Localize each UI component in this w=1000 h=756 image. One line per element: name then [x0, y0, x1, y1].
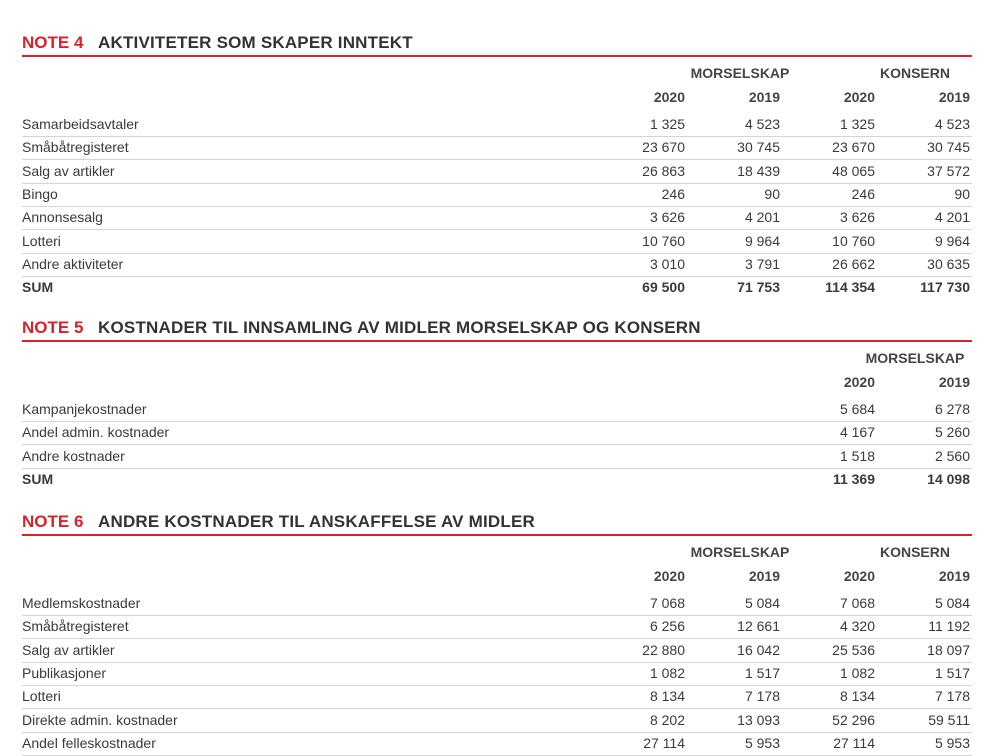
- table-row: [22, 398, 972, 422]
- value-cell: 6 256: [649, 618, 685, 635]
- note-title: KOSTNADER TIL INNSAMLING AV MIDLER MORSELSKAP OG KONSERN: [98, 318, 701, 337]
- value-cell: 4 523: [744, 116, 780, 132]
- value-cell: 9 964: [744, 232, 780, 249]
- value-cell: 4 167: [839, 424, 875, 441]
- note-number: NOTE 6: [22, 512, 84, 531]
- value-cell: 4 320: [839, 618, 875, 635]
- value-cell: 59 511: [928, 711, 970, 728]
- value-cell: 14 098: [927, 470, 970, 487]
- table-row: [22, 113, 972, 137]
- value-cell: 37 572: [927, 162, 970, 179]
- value-cell: 1 517: [744, 664, 780, 681]
- table-row: [22, 662, 972, 686]
- table-row: [22, 183, 972, 207]
- value-cell: 16 042: [737, 641, 780, 658]
- value-cell: 90: [764, 185, 780, 202]
- value-cell: 114 354: [825, 279, 875, 296]
- note-4-heading: [22, 33, 972, 57]
- row-label: Bingo: [22, 185, 58, 202]
- value-cell: 30 635: [927, 255, 970, 272]
- year-header: 2019: [938, 89, 970, 105]
- note-number: NOTE 4: [22, 33, 84, 52]
- row-label: Småbåtregisteret: [22, 618, 129, 635]
- value-cell: 1 325: [839, 116, 875, 132]
- note-title: AKTIVITETER SOM SKAPER INNTEKT: [98, 33, 413, 52]
- year-header: 2019: [748, 89, 780, 105]
- value-cell: 3 626: [649, 209, 685, 226]
- row-label: Lotteri: [22, 232, 61, 249]
- year-header: 2020: [653, 89, 685, 105]
- row-label: Salg av artikler: [22, 162, 115, 179]
- value-cell: 25 536: [832, 641, 875, 658]
- value-cell: 5 084: [744, 595, 780, 611]
- value-cell: 12 661: [737, 618, 780, 635]
- value-cell: 48 065: [832, 162, 875, 179]
- column-group-konsern: KONSERN: [879, 544, 950, 560]
- table-row: [22, 592, 972, 616]
- table-row: [22, 445, 972, 469]
- row-label: SUM: [22, 470, 54, 487]
- value-cell: 22 880: [642, 641, 685, 658]
- value-cell: 8 134: [839, 688, 875, 705]
- value-cell: 69 500: [642, 279, 685, 296]
- value-cell: 23 670: [642, 139, 685, 156]
- column-group-morselskap: MORSELSKAP: [690, 544, 790, 560]
- note-5-heading: [22, 318, 972, 342]
- value-cell: 26 863: [642, 162, 685, 179]
- value-cell: 30 745: [737, 139, 780, 156]
- table-row: [22, 421, 972, 445]
- value-cell: 13 093: [737, 711, 780, 728]
- row-label: Kampanjekostnader: [22, 401, 147, 417]
- value-cell: 71 753: [737, 279, 780, 296]
- value-cell: 4 523: [934, 116, 970, 132]
- value-cell: 10 760: [832, 232, 875, 249]
- value-cell: 10 760: [642, 232, 685, 249]
- value-cell: 8 134: [649, 688, 685, 705]
- row-label: Medlemskostnader: [22, 595, 141, 611]
- note-6: [22, 512, 972, 750]
- value-cell: 18 097: [927, 641, 970, 658]
- value-cell: 4 201: [934, 209, 970, 226]
- row-label: Andel felleskostnader: [22, 734, 156, 751]
- value-cell: 27 114: [833, 734, 875, 751]
- value-cell: 2 560: [934, 447, 970, 464]
- table-row: [22, 230, 972, 254]
- value-cell: 23 670: [832, 139, 875, 156]
- note-title: ANDRE KOSTNADER TIL ANSKAFFELSE AV MIDLER: [98, 512, 535, 531]
- value-cell: 246: [661, 185, 685, 202]
- value-cell: 30 745: [927, 139, 970, 156]
- row-label: SUM: [22, 279, 54, 296]
- note-5: [22, 318, 972, 488]
- value-cell: 7 178: [934, 688, 970, 705]
- value-cell: 1 082: [649, 664, 685, 681]
- value-cell: 5 260: [934, 424, 970, 441]
- table-row: [22, 709, 972, 733]
- year-header: 2019: [748, 568, 780, 584]
- year-header: 2019: [938, 374, 970, 390]
- value-cell: 26 662: [832, 255, 875, 272]
- value-cell: 5 684: [839, 401, 875, 417]
- value-cell: 7 068: [839, 595, 875, 611]
- value-cell: 3 791: [744, 255, 780, 272]
- table-row: [22, 685, 972, 709]
- note-6-heading: [22, 512, 972, 536]
- value-cell: 8 202: [649, 711, 685, 728]
- value-cell: 11 369: [832, 470, 875, 487]
- note-number: NOTE 5: [22, 318, 84, 337]
- year-header: 2020: [843, 568, 875, 584]
- year-header: 2020: [843, 89, 875, 105]
- row-label: Annonsesalg: [22, 209, 103, 226]
- value-cell: 7 178: [744, 688, 780, 705]
- value-cell: 246: [851, 185, 875, 202]
- table-row: [22, 639, 972, 663]
- row-label: Småbåtregisteret: [22, 139, 129, 156]
- table-row: [22, 136, 972, 160]
- row-label: Samarbeidsavtaler: [22, 116, 139, 132]
- value-cell: 5 084: [934, 595, 970, 611]
- value-cell: 117 730: [920, 279, 970, 296]
- value-cell: 9 964: [934, 232, 970, 249]
- value-cell: 5 953: [934, 734, 970, 751]
- year-header: 2019: [938, 568, 970, 584]
- column-group-morselskap: MORSELSKAP: [690, 65, 790, 81]
- row-label: Direkte admin. kostnader: [22, 711, 178, 728]
- row-label: Andre aktiviteter: [22, 255, 124, 272]
- value-cell: 3 010: [649, 255, 685, 272]
- value-cell: 52 296: [832, 711, 875, 728]
- table-row: [22, 253, 972, 277]
- table-row: [22, 615, 972, 639]
- value-cell: 27 114: [643, 734, 685, 751]
- sum-row: [22, 468, 972, 491]
- table-row: [22, 206, 972, 230]
- value-cell: 18 439: [737, 162, 780, 179]
- value-cell: 6 278: [934, 401, 970, 417]
- value-cell: 1 517: [934, 664, 970, 681]
- sum-row: [22, 276, 972, 299]
- row-label: Andre kostnader: [22, 447, 125, 464]
- table-row: [22, 732, 972, 756]
- row-label: Salg av artikler: [22, 641, 115, 658]
- column-group-morselskap: MORSELSKAP: [865, 350, 965, 366]
- table-row: [22, 160, 972, 184]
- year-header: 2020: [843, 374, 875, 390]
- value-cell: 3 626: [839, 209, 875, 226]
- value-cell: 1 325: [649, 116, 685, 132]
- value-cell: 90: [954, 185, 970, 202]
- value-cell: 7 068: [649, 595, 685, 611]
- note-4: [22, 33, 972, 295]
- value-cell: 1 082: [839, 664, 875, 681]
- column-group-konsern: KONSERN: [879, 65, 950, 81]
- year-header: 2020: [653, 568, 685, 584]
- value-cell: 4 201: [744, 209, 780, 226]
- value-cell: 11 192: [928, 618, 970, 635]
- row-label: Andel admin. kostnader: [22, 424, 170, 441]
- row-label: Lotteri: [22, 688, 61, 705]
- row-label: Publikasjoner: [22, 664, 107, 681]
- value-cell: 5 953: [744, 734, 780, 751]
- value-cell: 1 518: [839, 447, 875, 464]
